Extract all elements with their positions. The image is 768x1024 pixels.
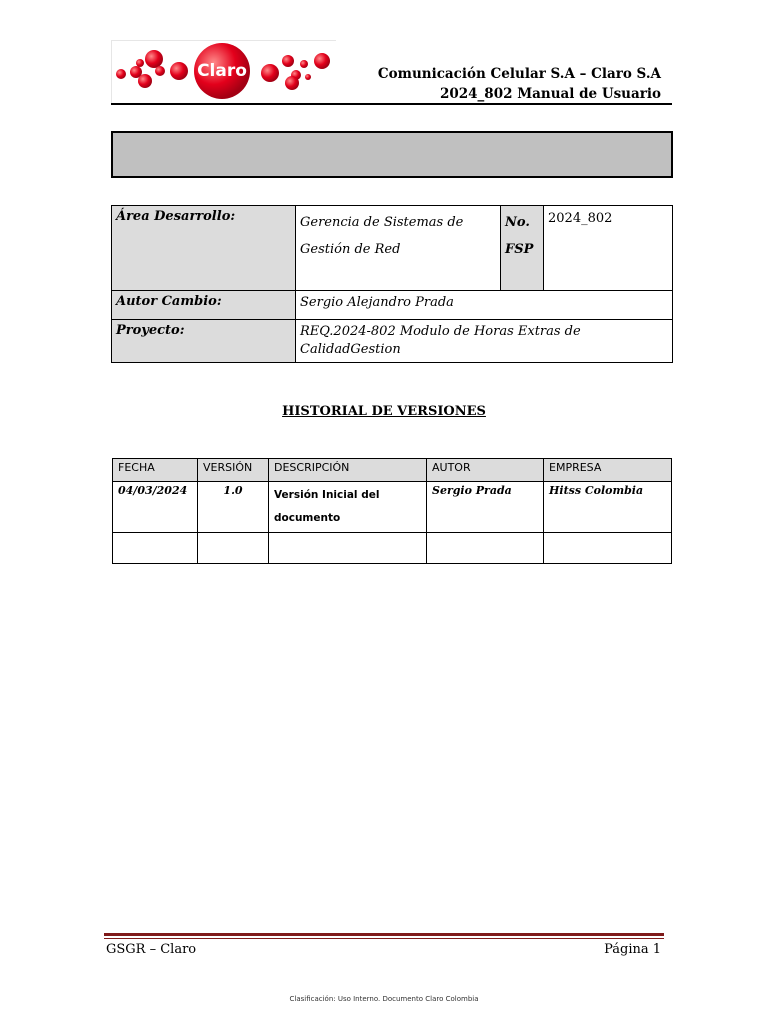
autor-value: Sergio Alejandro Prada (296, 291, 673, 320)
classification-note: Clasificación: Uso Interno. Documento Claro Colombia (289, 995, 479, 1003)
claro-bubbles-icon (112, 41, 336, 105)
proyecto-label: Proyecto: (112, 320, 296, 363)
logo-wordmark: Claro (197, 61, 247, 81)
table-header-row (113, 459, 672, 482)
document-title: 2024_802 Manual de Usuario (439, 86, 661, 102)
cell-fecha: 04/03/2024 (113, 482, 198, 533)
column-header: DESCRIPCIÓN (269, 459, 427, 482)
column-header: VERSIÓN (198, 459, 269, 482)
footer-divider-thin (104, 938, 664, 939)
version-history-table (112, 458, 672, 564)
area-value: Gerencia de Sistemas de Gestión de Red (296, 206, 501, 291)
fsp-label: No. FSP (501, 206, 544, 291)
proyecto-value: REQ.2024-802 Modulo de Horas Extras de CalidadGestion (296, 320, 673, 363)
title-banner (111, 131, 673, 178)
company-name: Comunicación Celular S.A – Claro S.A (377, 66, 661, 82)
cell-version: 1.0 (198, 482, 269, 533)
cell-descripcion (269, 533, 427, 564)
claro-logo (111, 40, 336, 105)
cell-empresa: Hitss Colombia (544, 482, 672, 533)
header-divider (111, 103, 672, 105)
column-header: EMPRESA (544, 459, 672, 482)
document-header (378, 64, 661, 104)
area-label: Área Desarrollo: (112, 206, 296, 291)
cell-empresa (544, 533, 672, 564)
cell-fecha (113, 533, 198, 564)
column-header: FECHA (113, 459, 198, 482)
footer-left-text: GSGR – Claro (106, 942, 197, 957)
cell-descripcion: Versión Inicial del documento (269, 482, 427, 533)
fsp-value: 2024_802 (544, 206, 673, 291)
info-table (111, 205, 673, 363)
cell-autor: Sergio Prada (427, 482, 544, 533)
historial-title: HISTORIAL DE VERSIONES (282, 404, 486, 419)
cell-autor (427, 533, 544, 564)
table-row (113, 533, 672, 564)
page-number: Página 1 (604, 942, 661, 957)
footer-divider (104, 933, 664, 936)
cell-version (198, 533, 269, 564)
autor-label: Autor Cambio: (112, 291, 296, 320)
column-header: AUTOR (427, 459, 544, 482)
table-row (113, 482, 672, 533)
